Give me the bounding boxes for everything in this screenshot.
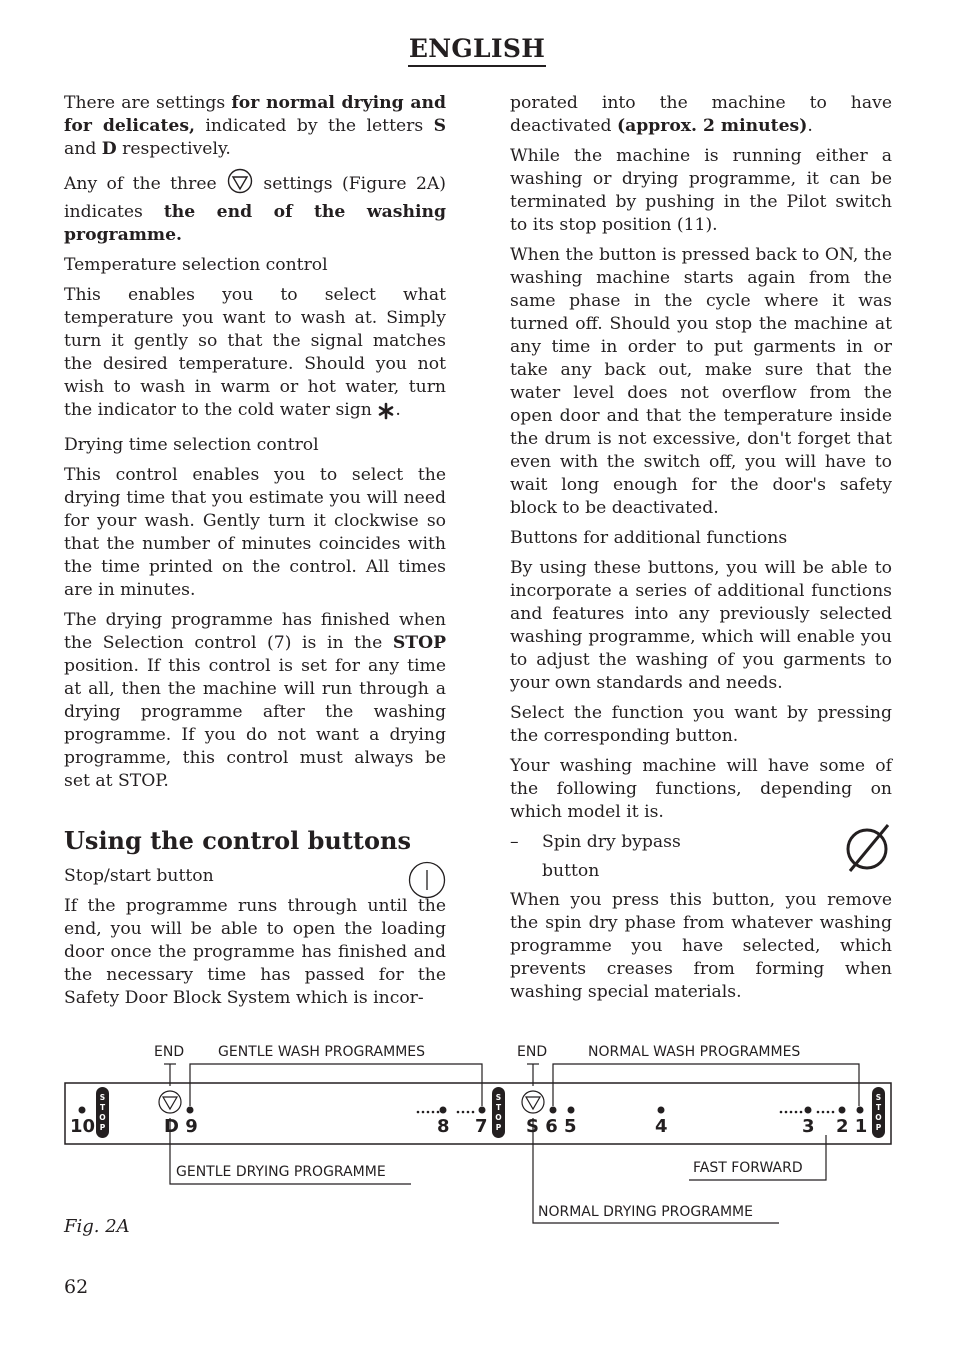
gentle-drying-label: GENTLE DRYING PROGRAMME	[176, 1164, 386, 1180]
restart-paragraph: When the button is pressed back to ON, the washing machine starts again from the same phase in the cycle where it was turned off. Should you stop the machine at any time in order to put garments in or take any back out, make sure that the water level does not overflow from the open door and that the temperature inside the drum is not excessive, don't forget that even with the switch off, you will have to wait long enough for the door's safety block to be deactivated.	[510, 245, 892, 518]
svg-text:S: S	[495, 1093, 502, 1102]
pilot-switch-paragraph: While the machine is running either a washing or drying programme, it can be terminated by pushing in the Pilot switch to its stop position (11).	[510, 146, 892, 235]
svg-text:O: O	[99, 1113, 106, 1122]
svg-text:T: T	[99, 1103, 106, 1112]
stop-paragraph: If the programme runs through until the end, you will be able to open the loading door once the programme has finished and the necessary time has passed for the Safety Door Block System which is incor-	[64, 896, 446, 1008]
drying-paragraph: This control enables you to select the drying time that you estimate you will need for your wash. Gently turn it clockwise so that the number of minutes coincides with the time printed on the control. All times are in minutes.	[64, 465, 446, 600]
svg-text:S: S	[99, 1093, 106, 1102]
normal-wash-label: NORMAL WASH PROGRAMMES	[588, 1044, 801, 1060]
cold-water-icon	[377, 402, 395, 427]
svg-text:P: P	[99, 1123, 106, 1132]
spin-bypass-item: – Spin dry bypass button	[510, 831, 892, 883]
figure-caption: Fig. 2A	[64, 1216, 130, 1237]
position-4: 4	[655, 1116, 668, 1137]
deactivation-paragraph: porated into the machine to have deactivated (approx. 2 minutes).	[510, 93, 892, 136]
fast-forward-label: FAST FORWARD	[693, 1160, 803, 1176]
left-column	[64, 92, 446, 1017]
svg-text:T: T	[495, 1103, 502, 1112]
power-button-icon	[408, 861, 446, 906]
model-functions-paragraph: Your washing machine will have some of the following functions, depending on which model it is.	[510, 756, 892, 822]
position-21: 2 1	[836, 1116, 868, 1137]
svg-text:T: T	[875, 1103, 882, 1112]
position-7: 7	[475, 1116, 488, 1137]
svg-text:O: O	[875, 1113, 882, 1122]
normal-drying-label: NORMAL DRYING PROGRAMME	[538, 1204, 753, 1220]
right-column	[510, 92, 892, 1011]
drying-heading: Drying time selection control	[64, 435, 319, 455]
drying-finish-paragraph: The drying programme has finished when the Selection control (7) is in the STOP position. If this control is set for any time at all, then the machine will run through a drying programme after the washing programme. If you do not want a drying programme, this control must always be set at STOP.	[64, 610, 446, 791]
page-header	[0, 34, 954, 63]
svg-text:P: P	[875, 1123, 882, 1132]
svg-text:P: P	[495, 1123, 502, 1132]
spin-bypass-icon	[844, 821, 892, 880]
stop-heading-row	[64, 865, 446, 888]
page-number: 62	[64, 1276, 89, 1298]
settings-paragraph: There are settings for normal drying and for delicates, indicated by the letters S and D respectively.	[64, 93, 447, 159]
end-triangle-icon	[226, 168, 254, 201]
position-s65: S 6 5	[526, 1116, 577, 1137]
position-8: 8	[437, 1116, 450, 1137]
language-title: ENGLISH	[408, 34, 546, 67]
spin-bypass-label-2: button	[542, 861, 600, 881]
svg-text:O: O	[495, 1113, 502, 1122]
select-function-paragraph: Select the function you want by pressing the corresponding button.	[510, 703, 892, 746]
control-panel-figure	[0, 1030, 954, 1230]
buttons-heading: Buttons for additional functions	[510, 528, 788, 548]
position-d9: D 9	[164, 1116, 198, 1137]
end-label-1: END	[154, 1044, 185, 1060]
spin-bypass-paragraph: When you press this button, you remove the spin dry phase from whatever washing programme you have selected, which prevents creases from forming when washing special materials.	[510, 890, 892, 1002]
svg-text:S: S	[875, 1093, 882, 1102]
position-3: 3	[802, 1116, 815, 1137]
position-10: 10	[70, 1116, 96, 1137]
spin-bypass-label: Spin dry bypass	[542, 832, 681, 852]
gentle-wash-label: GENTLE WASH PROGRAMMES	[218, 1044, 425, 1060]
temperature-paragraph: This enables you to select what temperature you want to wash at. Simply turn it gently so that the signal matches the desired temperature. Should you not wish to wash in warm or hot water, turn the indicator to the cold water sign .	[64, 284, 446, 427]
temperature-heading: Temperature selection control	[64, 255, 328, 275]
section-title: Using the control buttons	[64, 826, 411, 855]
end-settings-paragraph: Any of the three settings (Figure 2A) indicates the end of the washing programme.	[64, 168, 446, 247]
buttons-paragraph: By using these buttons, you will be able to incorporate a series of additional functions and features into any previously selected washing programme, which will enable you to adjust the washing of you garments to your own standards and needs.	[510, 558, 892, 693]
end-label-2: END	[517, 1044, 548, 1060]
stop-heading: Stop/start button	[64, 866, 214, 886]
